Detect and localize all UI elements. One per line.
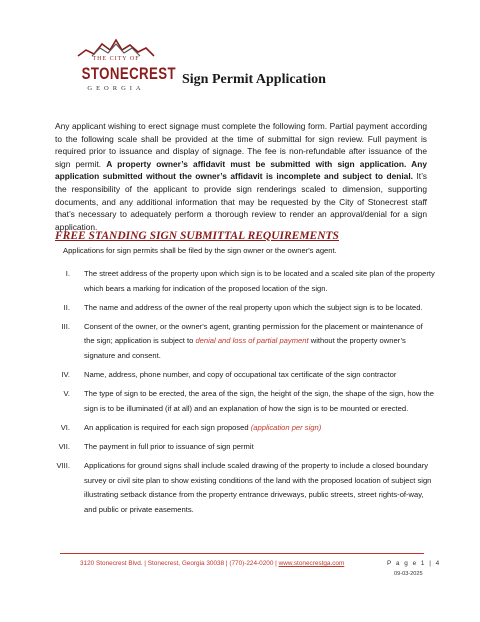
footer-divider <box>60 553 424 554</box>
intro-bold-text: A property owner’s affidavit must be submitted with sign application. Any application submitted without the owner’s affidavit is incomplete and subject to denial. <box>55 158 427 182</box>
requirement-text: The payment in full prior to issuance of sign permit <box>84 441 254 451</box>
section-heading: FREE STANDING SIGN SUBMITTAL REQUIREMENTS <box>55 230 339 242</box>
requirement-number: V. <box>63 389 70 399</box>
requirement-number: VI. <box>60 422 70 432</box>
requirement-text: The street address of the property upon which sign is to be located and a scaled site plan of the property which bears a marking for indication of the proposed location of the sign. <box>84 269 435 293</box>
logo-name: STONECREST <box>81 64 176 83</box>
requirements-list <box>55 267 435 522</box>
intro-text-2: It’s the responsibility of the applicant to provide sign renderings scaled to dimension, supporting documents, and any additional information that may be requested by the City of Stonecrest staff that’s necessary to adequately perform a thorough review to render an approval/denial for a sign application. <box>55 171 427 232</box>
intro-paragraph <box>55 120 427 233</box>
requirement-text: Name, address, phone number, and copy of occupational tax certificate of the sign contractor <box>84 370 397 380</box>
requirement-warning-text: (application per sign) <box>250 422 322 432</box>
requirement-item <box>55 421 435 436</box>
requirement-text: The type of sign to be erected, the area of the sign, the height of the sign, the shape of the sign, how the sign is to be illuminated (if at all) and an explanation of how the sign is to be mounted or erected. <box>84 389 434 413</box>
requirement-number: III. <box>61 321 70 331</box>
requirement-item <box>55 368 435 383</box>
section-subheading: Applications for sign permits shall be filed by the sign owner or the owner's agent. <box>63 246 337 255</box>
requirement-number: II. <box>63 302 70 312</box>
website-link[interactable]: www.stonecrestga.com <box>278 560 345 567</box>
requirement-number: VIII. <box>56 461 70 471</box>
requirement-text: Applications for ground signs shall include scaled drawing of the property to include a closed boundary survey or civil site plan to show existing conditions of the land with the proposed location of subject sign illustrating setback distance from the property entrance driveways, public streets, street rights-of-way, and public or private easements. <box>84 461 432 514</box>
intro-text-1: Any applicant wishing to erect signage must complete the following form. Partial payment according to the following scale shall be provided at the time of submittal for sign review. Full payment is required prior to issuance and display of signage. The fee is non-refundable after issuance of the sign permit. <box>55 121 427 169</box>
logo-top-text: THE CITY OF <box>92 56 140 62</box>
requirement-number: VII. <box>58 441 70 451</box>
page-number: P a g e 1 | 4 <box>387 560 441 567</box>
logo-state: GEORGIA <box>87 85 145 92</box>
requirement-item <box>55 301 435 316</box>
requirement-item <box>55 320 435 364</box>
requirement-number: I. <box>65 269 70 278</box>
document-date: 09-03-2025 <box>394 571 423 577</box>
requirement-number: IV. <box>61 370 70 380</box>
document-title: Sign Permit Application <box>182 72 326 87</box>
requirement-text: Consent of the owner, or the owner's agent, granting permission for the placement or maintenance of the sign; application is subject to <box>84 321 423 346</box>
requirement-text-after: without the property owner’s signature and consent. <box>84 336 406 360</box>
requirement-item <box>55 267 435 296</box>
footer-contact <box>80 560 344 567</box>
requirement-item <box>55 459 435 517</box>
footer-address: 3120 Stonecrest Blvd. | Stonecrest, Georgia 30038 | (770)-224-0200 | <box>80 560 279 567</box>
requirement-warning-text: denial and loss of partial payment <box>195 336 309 346</box>
requirement-text: The name and address of the owner of the real property upon which the subject sign is to be located. <box>84 302 423 312</box>
requirement-text: An application is required for each sign proposed <box>84 422 251 432</box>
city-logo <box>72 36 176 100</box>
requirement-item <box>55 440 435 455</box>
requirement-item <box>55 387 435 416</box>
